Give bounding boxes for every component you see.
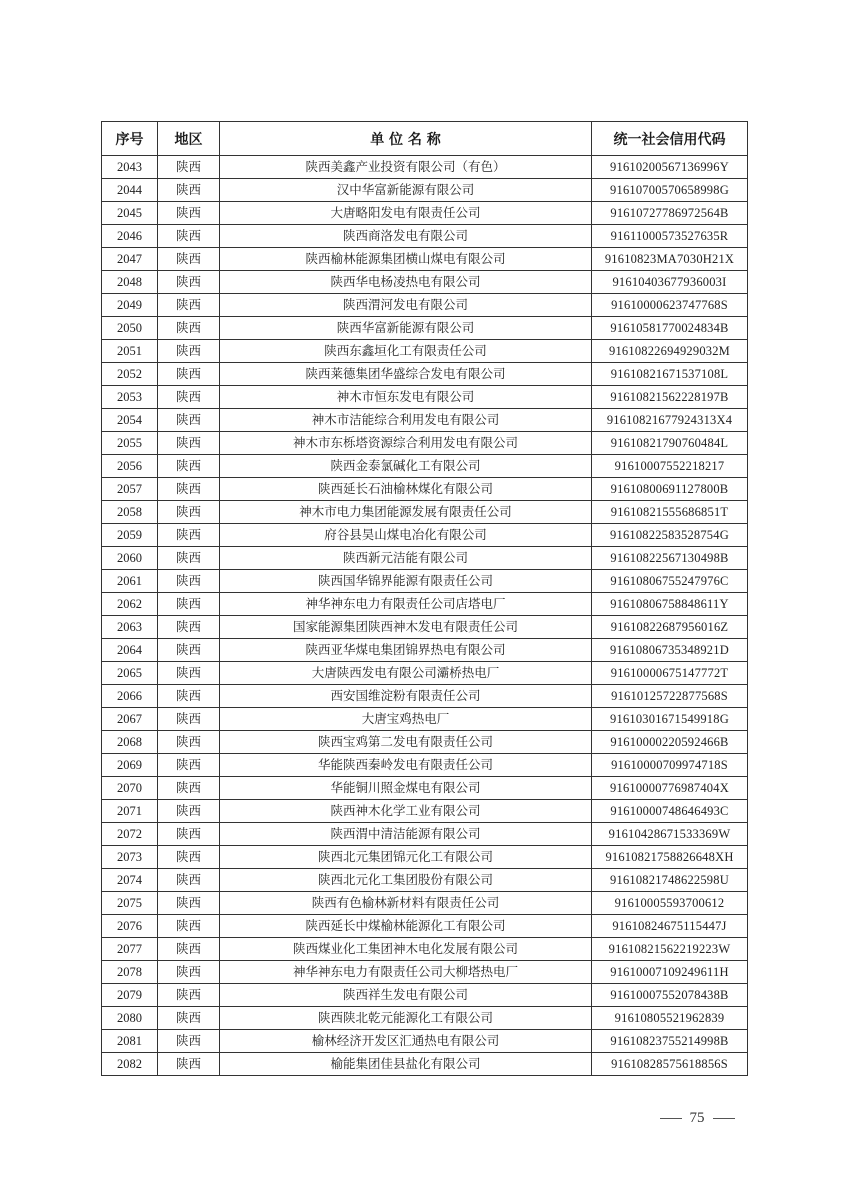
footer-dash-left [660,1118,682,1119]
row-serial-number: 2064 [102,639,158,662]
row-serial-number: 2052 [102,363,158,386]
row-company-name: 陕西北元化工集团股份有限公司 [220,869,592,892]
table-row [102,455,748,478]
row-serial-number: 2081 [102,1030,158,1053]
row-company-name: 陕西新元洁能有限公司 [220,547,592,570]
table-row [102,179,748,202]
table-row [102,570,748,593]
table-row [102,271,748,294]
table-row [102,547,748,570]
row-region: 陕西 [158,547,220,570]
table-row [102,432,748,455]
row-credit-code: 91610428671533369W [592,823,748,846]
row-serial-number: 2044 [102,179,158,202]
row-region: 陕西 [158,570,220,593]
row-serial-number: 2075 [102,892,158,915]
table-row [102,915,748,938]
row-region: 陕西 [158,248,220,271]
row-region: 陕西 [158,938,220,961]
row-region: 陕西 [158,915,220,938]
row-credit-code: 91610000220592466B [592,731,748,754]
row-company-name: 神华神东电力有限责任公司店塔电厂 [220,593,592,616]
row-credit-code: 91610806755247976C [592,570,748,593]
row-credit-code: 91610806758848611Y [592,593,748,616]
row-region: 陕西 [158,754,220,777]
row-company-name: 神华神东电力有限责任公司大柳塔热电厂 [220,961,592,984]
row-serial-number: 2062 [102,593,158,616]
row-credit-code: 91610822567130498B [592,547,748,570]
row-serial-number: 2079 [102,984,158,1007]
row-company-name: 陕西有色榆林新材料有限责任公司 [220,892,592,915]
row-region: 陕西 [158,432,220,455]
row-company-name: 陕西延长中煤榆林能源化工有限公司 [220,915,592,938]
row-credit-code: 91610700570658998G [592,179,748,202]
row-serial-number: 2045 [102,202,158,225]
row-credit-code: 91610007552078438B [592,984,748,1007]
row-credit-code: 91610821790760484L [592,432,748,455]
row-region: 陕西 [158,294,220,317]
table-row [102,892,748,915]
table-row [102,823,748,846]
table-row [102,1030,748,1053]
row-company-name: 榆能集团佳县盐化有限公司 [220,1053,592,1076]
row-region: 陕西 [158,409,220,432]
row-serial-number: 2049 [102,294,158,317]
row-credit-code: 91610821555686851T [592,501,748,524]
row-company-name: 陕西华富新能源有限公司 [220,317,592,340]
row-company-name: 陕西金泰氯碱化工有限公司 [220,455,592,478]
row-credit-code: 91610821671537108L [592,363,748,386]
row-credit-code: 91610403677936003I [592,271,748,294]
table-row [102,478,748,501]
row-credit-code: 91610800691127800B [592,478,748,501]
row-serial-number: 2069 [102,754,158,777]
row-company-name: 大唐宝鸡热电厂 [220,708,592,731]
row-serial-number: 2046 [102,225,158,248]
header-company-name: 单 位 名 称 [220,122,592,156]
table-row [102,800,748,823]
row-company-name: 神木市恒东发电有限公司 [220,386,592,409]
table-row [102,984,748,1007]
row-serial-number: 2057 [102,478,158,501]
table-row [102,938,748,961]
row-company-name: 大唐略阳发电有限责任公司 [220,202,592,225]
row-company-name: 陕西商洛发电有限公司 [220,225,592,248]
row-credit-code: 91610200567136996Y [592,156,748,179]
row-credit-code: 91610821758826648XH [592,846,748,869]
row-credit-code: 91610822687956016Z [592,616,748,639]
table-row [102,593,748,616]
row-region: 陕西 [158,961,220,984]
row-company-name: 国家能源集团陕西神木发电有限责任公司 [220,616,592,639]
row-serial-number: 2056 [102,455,158,478]
row-credit-code: 91610000709974718S [592,754,748,777]
row-company-name: 陕西祥生发电有限公司 [220,984,592,1007]
row-region: 陕西 [158,892,220,915]
row-company-name: 陕西煤业化工集团神木电化发展有限公司 [220,938,592,961]
row-company-name: 神木市洁能综合利用发电有限公司 [220,409,592,432]
row-serial-number: 2076 [102,915,158,938]
table-row [102,294,748,317]
row-region: 陕西 [158,271,220,294]
row-company-name: 大唐陕西发电有限公司灞桥热电厂 [220,662,592,685]
row-serial-number: 2063 [102,616,158,639]
row-region: 陕西 [158,777,220,800]
row-region: 陕西 [158,478,220,501]
row-region: 陕西 [158,616,220,639]
table-row [102,409,748,432]
table-row [102,248,748,271]
table-row [102,685,748,708]
row-company-name: 陕西莱德集团华盛综合发电有限公司 [220,363,592,386]
table-header-row [102,122,748,156]
row-region: 陕西 [158,639,220,662]
table-row [102,202,748,225]
table-row [102,225,748,248]
table-row [102,708,748,731]
footer-dash-right [713,1118,735,1119]
row-credit-code: 91610823MA7030H21X [592,248,748,271]
row-serial-number: 2067 [102,708,158,731]
row-credit-code: 91610301671549918G [592,708,748,731]
row-region: 陕西 [158,340,220,363]
row-company-name: 陕西神木化学工业有限公司 [220,800,592,823]
page-number-footer [652,1110,742,1127]
row-company-name: 陕西宝鸡第二发电有限责任公司 [220,731,592,754]
table-row [102,731,748,754]
page-number: 75 [689,1110,705,1126]
row-serial-number: 2061 [102,570,158,593]
table-row [102,340,748,363]
row-serial-number: 2065 [102,662,158,685]
row-region: 陕西 [158,524,220,547]
row-company-name: 陕西亚华煤电集团锦界热电有限公司 [220,639,592,662]
row-serial-number: 2060 [102,547,158,570]
row-credit-code: 91610581770024834B [592,317,748,340]
row-company-name: 陕西美鑫产业投资有限公司（有色） [220,156,592,179]
row-company-name: 陕西陕北乾元能源化工有限公司 [220,1007,592,1030]
company-list-table [101,121,748,1076]
row-serial-number: 2078 [102,961,158,984]
table-row [102,616,748,639]
row-credit-code: 91610821748622598U [592,869,748,892]
row-credit-code: 91610822694929032M [592,340,748,363]
row-company-name: 陕西华电杨凌热电有限公司 [220,271,592,294]
row-credit-code: 91610000623747768S [592,294,748,317]
row-region: 陕西 [158,386,220,409]
row-company-name: 西安国维淀粉有限责任公司 [220,685,592,708]
row-serial-number: 2068 [102,731,158,754]
row-serial-number: 2048 [102,271,158,294]
row-region: 陕西 [158,708,220,731]
row-region: 陕西 [158,1007,220,1030]
row-serial-number: 2055 [102,432,158,455]
row-serial-number: 2071 [102,800,158,823]
row-region: 陕西 [158,225,220,248]
header-region: 地区 [158,122,220,156]
row-credit-code: 91610828575618856S [592,1053,748,1076]
table-row [102,156,748,179]
row-region: 陕西 [158,1030,220,1053]
row-region: 陕西 [158,800,220,823]
row-serial-number: 2051 [102,340,158,363]
row-region: 陕西 [158,731,220,754]
row-region: 陕西 [158,363,220,386]
row-region: 陕西 [158,846,220,869]
row-region: 陕西 [158,317,220,340]
row-serial-number: 2073 [102,846,158,869]
row-company-name: 陕西东鑫垣化工有限责任公司 [220,340,592,363]
row-credit-code: 91610821677924313X4 [592,409,748,432]
row-company-name: 华能陕西秦岭发电有限责任公司 [220,754,592,777]
table-body [102,156,748,1076]
row-region: 陕西 [158,455,220,478]
row-credit-code: 91610805521962839 [592,1007,748,1030]
row-serial-number: 2050 [102,317,158,340]
header-credit-code: 统一社会信用代码 [592,122,748,156]
row-serial-number: 2043 [102,156,158,179]
row-company-name: 陕西延长石油榆林煤化有限公司 [220,478,592,501]
row-credit-code: 91610806735348921D [592,639,748,662]
row-credit-code: 91610822583528754G [592,524,748,547]
row-region: 陕西 [158,202,220,225]
table-row [102,662,748,685]
row-region: 陕西 [158,685,220,708]
table-row [102,501,748,524]
row-company-name: 华能铜川照金煤电有限公司 [220,777,592,800]
row-credit-code: 91610823755214998B [592,1030,748,1053]
row-region: 陕西 [158,984,220,1007]
row-serial-number: 2054 [102,409,158,432]
row-serial-number: 2070 [102,777,158,800]
row-credit-code: 91610821562228197B [592,386,748,409]
table-row [102,869,748,892]
row-company-name: 陕西榆林能源集团横山煤电有限公司 [220,248,592,271]
table-row [102,1007,748,1030]
table-row [102,777,748,800]
row-serial-number: 2077 [102,938,158,961]
table-row [102,846,748,869]
row-company-name: 陕西渭河发电有限公司 [220,294,592,317]
table-row [102,961,748,984]
row-serial-number: 2047 [102,248,158,271]
row-region: 陕西 [158,501,220,524]
row-company-name: 陕西国华锦界能源有限责任公司 [220,570,592,593]
row-region: 陕西 [158,662,220,685]
row-credit-code: 91610000748646493C [592,800,748,823]
row-serial-number: 2072 [102,823,158,846]
row-region: 陕西 [158,869,220,892]
row-region: 陕西 [158,156,220,179]
row-credit-code: 91610007552218217 [592,455,748,478]
row-serial-number: 2074 [102,869,158,892]
row-company-name: 神木市东栎塔资源综合利用发电有限公司 [220,432,592,455]
row-company-name: 陕西渭中清洁能源有限公司 [220,823,592,846]
row-credit-code: 91610000776987404X [592,777,748,800]
table-row [102,524,748,547]
row-serial-number: 2080 [102,1007,158,1030]
row-credit-code: 91611000573527635R [592,225,748,248]
row-company-name: 汉中华富新能源有限公司 [220,179,592,202]
row-credit-code: 91610824675115447J [592,915,748,938]
table-row [102,317,748,340]
row-credit-code: 91610007109249611H [592,961,748,984]
header-serial-number: 序号 [102,122,158,156]
row-company-name: 神木市电力集团能源发展有限责任公司 [220,501,592,524]
row-credit-code: 91610005593700612 [592,892,748,915]
row-serial-number: 2053 [102,386,158,409]
row-company-name: 陕西北元集团锦元化工有限公司 [220,846,592,869]
row-credit-code: 91610000675147772T [592,662,748,685]
row-credit-code: 91610821562219223W [592,938,748,961]
row-serial-number: 2059 [102,524,158,547]
row-credit-code: 91610125722877568S [592,685,748,708]
row-serial-number: 2058 [102,501,158,524]
table-row [102,1053,748,1076]
table-row [102,386,748,409]
row-region: 陕西 [158,1053,220,1076]
row-company-name: 府谷县昊山煤电冶化有限公司 [220,524,592,547]
row-serial-number: 2066 [102,685,158,708]
row-region: 陕西 [158,179,220,202]
row-serial-number: 2082 [102,1053,158,1076]
table-row [102,639,748,662]
table-row [102,363,748,386]
row-company-name: 榆林经济开发区汇通热电有限公司 [220,1030,592,1053]
row-credit-code: 91610727786972564B [592,202,748,225]
table-row [102,754,748,777]
row-region: 陕西 [158,593,220,616]
row-region: 陕西 [158,823,220,846]
